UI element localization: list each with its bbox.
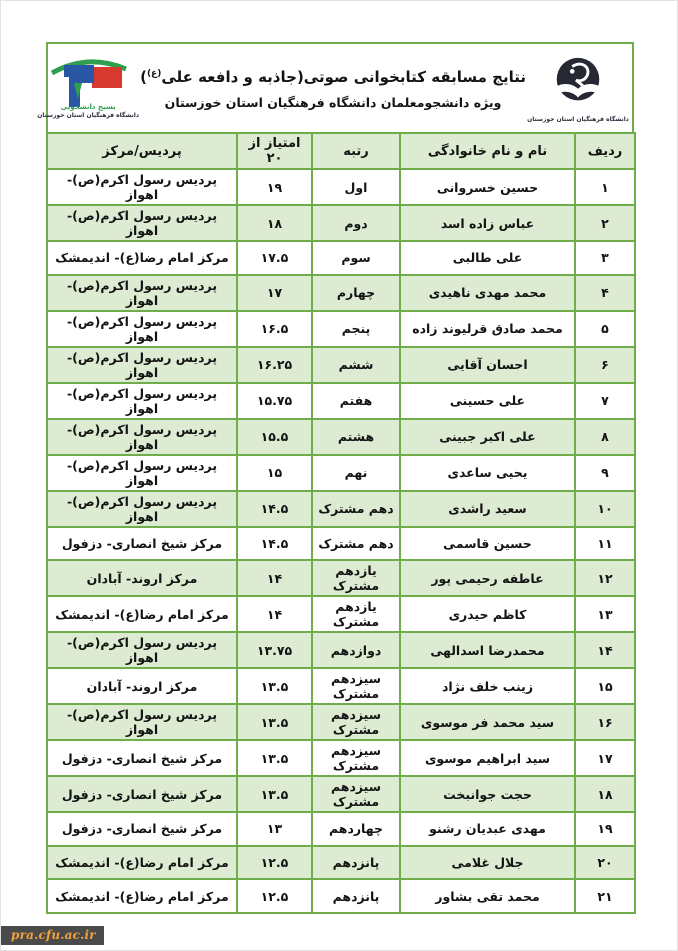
rank-cell: سیزدهم مشترک [312, 776, 400, 812]
name-cell: سید ابراهیم موسوی [400, 740, 575, 776]
watermark: pra.cfu.ac.ir [1, 926, 104, 945]
title-area [136, 66, 530, 110]
campus-cell: پردیس رسول اکرم(ص)- اهواز [47, 491, 237, 527]
rank-cell: چهاردهم [312, 812, 400, 846]
table-row [47, 596, 635, 632]
campus-cell: مرکز اروند- آبادان [47, 668, 237, 704]
score-cell: ۱۷.۵ [237, 241, 312, 275]
name-cell: جلال غلامی [400, 846, 575, 880]
row-number-cell: ۵ [575, 311, 635, 347]
campus-cell: پردیس رسول اکرم(ص)- اهواز [47, 383, 237, 419]
document-header [37, 42, 634, 134]
row-number-cell: ۱۰ [575, 491, 635, 527]
campus-cell: مرکز امام رضا(ع)- اندیمشک [47, 241, 237, 275]
column-header-score: امتیاز از ۲۰ [237, 133, 312, 169]
rank-cell: هشتم [312, 419, 400, 455]
rank-cell: سیزدهم مشترک [312, 668, 400, 704]
column-header-rank: رتبه [312, 133, 400, 169]
score-cell: ۱۳.۵ [237, 704, 312, 740]
rank-cell: پنجم [312, 311, 400, 347]
row-number-cell: ۲۱ [575, 879, 635, 913]
row-number-cell: ۱۹ [575, 812, 635, 846]
row-number-cell: ۱۶ [575, 704, 635, 740]
table-row [47, 455, 635, 491]
column-header-campus: پردیس/مرکز [47, 133, 237, 169]
score-cell: ۱۳.۷۵ [237, 632, 312, 668]
row-number-cell: ۲۰ [575, 846, 635, 880]
score-cell: ۱۴.۵ [237, 491, 312, 527]
campus-cell: پردیس رسول اکرم(ص)- اهواز [47, 632, 237, 668]
row-number-cell: ۱ [575, 169, 635, 205]
name-cell: یحیی ساعدی [400, 455, 575, 491]
score-cell: ۱۲.۵ [237, 879, 312, 913]
rank-cell: دوم [312, 205, 400, 241]
name-cell: علی اکبر جبینی [400, 419, 575, 455]
score-cell: ۱۳.۵ [237, 776, 312, 812]
farhangian-university-logo [527, 53, 629, 123]
campus-cell: مرکز امام رضا(ع)- اندیمشک [47, 879, 237, 913]
rank-cell: ششم [312, 347, 400, 383]
table-row [47, 527, 635, 561]
row-number-cell: ۶ [575, 347, 635, 383]
campus-cell: پردیس رسول اکرم(ص)- اهواز [47, 704, 237, 740]
results-table [46, 132, 636, 914]
row-number-cell: ۹ [575, 455, 635, 491]
score-cell: ۱۶.۵ [237, 311, 312, 347]
campus-cell: پردیس رسول اکرم(ص)- اهواز [47, 169, 237, 205]
title-text: نتایج مسابقه کتابخوانی صوتی(جاذبه و دافعه علی [161, 68, 526, 87]
score-cell: ۱۴ [237, 560, 312, 596]
campus-cell: مرکز شیخ انصاری- دزفول [47, 527, 237, 561]
name-cell: محمد مهدی ناهیدی [400, 275, 575, 311]
name-cell: مهدی عبدیان رشنو [400, 812, 575, 846]
rank-cell: یازدهم مشترک [312, 596, 400, 632]
score-cell: ۱۵ [237, 455, 312, 491]
name-cell: سعید راشدی [400, 491, 575, 527]
rank-cell: چهارم [312, 275, 400, 311]
rank-cell: هفتم [312, 383, 400, 419]
row-number-cell: ۸ [575, 419, 635, 455]
table-row [47, 383, 635, 419]
competition-title [140, 66, 526, 89]
rank-cell: یازدهم مشترک [312, 560, 400, 596]
farhangian-logo-caption: دانشگاه فرهنگیان استان خوزستان [527, 115, 629, 123]
score-cell: ۱۳ [237, 812, 312, 846]
campus-cell: پردیس رسول اکرم(ص)- اهواز [47, 205, 237, 241]
title-close-paren: ) [140, 68, 147, 87]
results-document [37, 42, 634, 914]
table-row [47, 347, 635, 383]
rank-cell: دهم مشترک [312, 491, 400, 527]
row-number-cell: ۳ [575, 241, 635, 275]
rank-cell: سوم [312, 241, 400, 275]
table-row [47, 491, 635, 527]
table-row [47, 776, 635, 812]
rank-cell: سیزدهم مشترک [312, 704, 400, 740]
rank-cell: اول [312, 169, 400, 205]
name-cell: حسین قاسمی [400, 527, 575, 561]
name-cell: محمد صادق قرلیوند زاده [400, 311, 575, 347]
campus-cell: پردیس رسول اکرم(ص)- اهواز [47, 419, 237, 455]
table-row [47, 704, 635, 740]
table-row [47, 241, 635, 275]
name-cell: عباس زاده اسد [400, 205, 575, 241]
score-cell: ۱۲.۵ [237, 846, 312, 880]
score-cell: ۱۹ [237, 169, 312, 205]
table-row [47, 668, 635, 704]
rank-cell: سیزدهم مشترک [312, 740, 400, 776]
campus-cell: مرکز اروند- آبادان [47, 560, 237, 596]
row-number-cell: ۱۲ [575, 560, 635, 596]
campus-cell: مرکز شیخ انصاری- دزفول [47, 740, 237, 776]
table-header-row [47, 133, 635, 169]
title-superscript: (ع) [146, 69, 162, 80]
table-row [47, 311, 635, 347]
row-number-cell: ۲ [575, 205, 635, 241]
row-number-cell: ۴ [575, 275, 635, 311]
campus-cell: پردیس رسول اکرم(ص)- اهواز [47, 455, 237, 491]
name-cell: علی طالبی [400, 241, 575, 275]
column-header-name: نام و نام خانوادگی [400, 133, 575, 169]
campus-cell: مرکز شیخ انصاری- دزفول [47, 776, 237, 812]
name-cell: احسان آقایی [400, 347, 575, 383]
table-row [47, 740, 635, 776]
campus-cell: پردیس رسول اکرم(ص)- اهواز [47, 275, 237, 311]
column-header-row-number: ردیف [575, 133, 635, 169]
campus-cell: پردیس رسول اکرم(ص)- اهواز [47, 311, 237, 347]
score-cell: ۱۴.۵ [237, 527, 312, 561]
rank-cell: پانزدهم [312, 879, 400, 913]
rank-cell: دهم مشترک [312, 527, 400, 561]
results-table-body [47, 169, 635, 913]
score-cell: ۱۵.۵ [237, 419, 312, 455]
table-row [47, 846, 635, 880]
name-cell: کاظم حیدری [400, 596, 575, 632]
basij-daneshjouyi-logo [37, 57, 139, 120]
rank-cell: پانزدهم [312, 846, 400, 880]
campus-cell: مرکز شیخ انصاری- دزفول [47, 812, 237, 846]
row-number-cell: ۱۱ [575, 527, 635, 561]
row-number-cell: ۱۳ [575, 596, 635, 632]
table-row [47, 560, 635, 596]
score-cell: ۱۸ [237, 205, 312, 241]
name-cell: محمدرضا اسدالهی [400, 632, 575, 668]
basij-logo-subcaption: دانشگاه فرهنگیان استان خوزستان [37, 112, 139, 120]
table-row [47, 879, 635, 913]
row-number-cell: ۱۵ [575, 668, 635, 704]
name-cell: سید محمد فر موسوی [400, 704, 575, 740]
campus-cell: مرکز امام رضا(ع)- اندیمشک [47, 846, 237, 880]
rank-cell: دوازدهم [312, 632, 400, 668]
name-cell: حسین خسروانی [400, 169, 575, 205]
campus-cell: پردیس رسول اکرم(ص)- اهواز [47, 347, 237, 383]
name-cell: محمد تقی بشاور [400, 879, 575, 913]
row-number-cell: ۷ [575, 383, 635, 419]
name-cell: حجت جوانبخت [400, 776, 575, 812]
table-row [47, 169, 635, 205]
score-cell: ۱۵.۷۵ [237, 383, 312, 419]
name-cell: زینب خلف نژاد [400, 668, 575, 704]
score-cell: ۱۳.۵ [237, 668, 312, 704]
table-row [47, 812, 635, 846]
score-cell: ۱۶.۲۵ [237, 347, 312, 383]
competition-subtitle: ویژه دانشجومعلمان دانشگاه فرهنگیان استان خوزستان [164, 94, 502, 110]
name-cell: عاطفه رحیمی پور [400, 560, 575, 596]
row-number-cell: ۱۴ [575, 632, 635, 668]
rank-cell: نهم [312, 455, 400, 491]
score-cell: ۱۷ [237, 275, 312, 311]
farhangian-emblem-icon [547, 53, 609, 115]
campus-cell: مرکز امام رضا(ع)- اندیمشک [47, 596, 237, 632]
table-row [47, 205, 635, 241]
name-cell: علی حسینی [400, 383, 575, 419]
score-cell: ۱۴ [237, 596, 312, 632]
table-row [47, 419, 635, 455]
table-row [47, 632, 635, 668]
row-number-cell: ۱۸ [575, 776, 635, 812]
table-row [47, 275, 635, 311]
row-number-cell: ۱۷ [575, 740, 635, 776]
score-cell: ۱۳.۵ [237, 740, 312, 776]
basij-logo-caption: بسیج دانشجویی [60, 102, 116, 111]
